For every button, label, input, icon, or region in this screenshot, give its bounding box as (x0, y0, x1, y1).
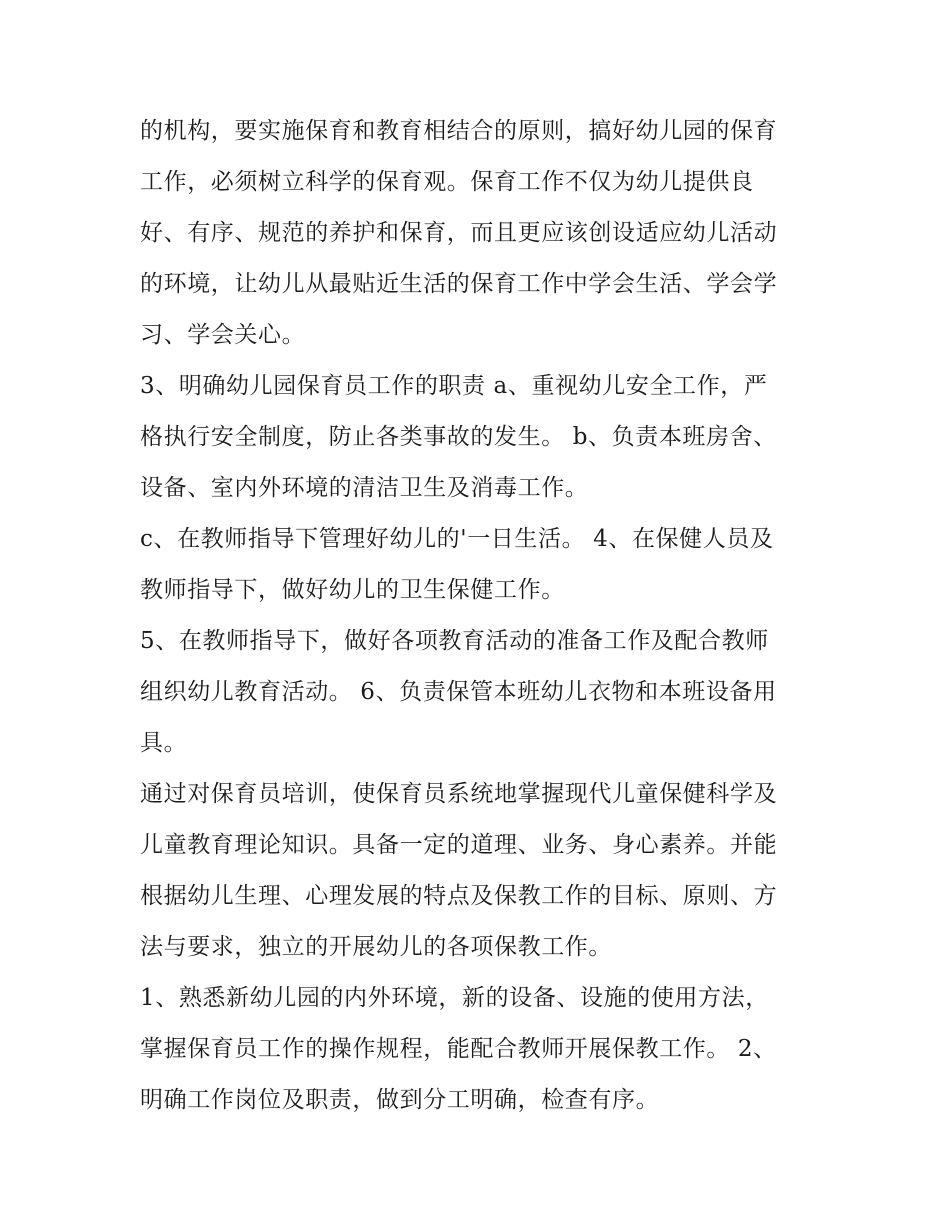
text-line: c、在教师指导下管理好幼儿的'一日生活。 4、在保健人员及 (140, 526, 774, 552)
text-line: 教师指导下，做好幼儿的卫生保健工作。 (140, 577, 565, 603)
text-line: 5、在教师指导下，做好各项教育活动的准备工作及配合教师 (140, 628, 769, 654)
text-line: 儿童教育理论知识。具备一定的道理、业务、身心素养。并能 (140, 832, 778, 858)
text-line: 1、熟悉新幼儿园的内外环境，新的设备、设施的使用方法， (140, 985, 769, 1011)
text-line: 好、有序、规范的养护和保育，而且更应该创设适应幼儿活动 (140, 220, 778, 246)
text-line: 的环境，让幼儿从最贴近生活的保育工作中学会生活、学会学 (140, 271, 778, 297)
text-line: 的机构，要实施保育和教育相结合的原则，搞好幼儿园的保育 (140, 118, 778, 144)
text-line: 3、明确幼儿园保育员工作的职责 a、重视幼儿安全工作，严 (140, 373, 768, 399)
text-line: 根据幼儿生理、心理发展的特点及保教工作的目标、原则、方 (140, 883, 778, 909)
text-line: 明确工作岗位及职责，做到分工明确，检查有序。 (140, 1087, 660, 1113)
text-line: 组织幼儿教育活动。 6、负责保管本班幼儿衣物和本班设备用 (140, 679, 777, 705)
text-line: 格执行安全制度，防止各类事故的发生。 b、负责本班房舍、 (140, 424, 777, 450)
text-line: 工作，必须树立科学的保育观。保育工作不仅为幼儿提供良 (140, 169, 754, 195)
text-line: 法与要求，独立的开展幼儿的各项保教工作。 (140, 934, 612, 960)
text-line: 设备、室内外环境的清洁卫生及消毒工作。 (140, 475, 589, 501)
text-line: 掌握保育员工作的操作规程，能配合教师开展保教工作。 2、 (140, 1036, 777, 1062)
text-line: 通过对保育员培训，使保育员系统地掌握现代儿童保健科学及 (140, 781, 778, 807)
document-body (140, 108, 830, 1128)
text-line: 具。 (140, 730, 188, 756)
text-line: 习、学会关心。 (140, 322, 306, 348)
